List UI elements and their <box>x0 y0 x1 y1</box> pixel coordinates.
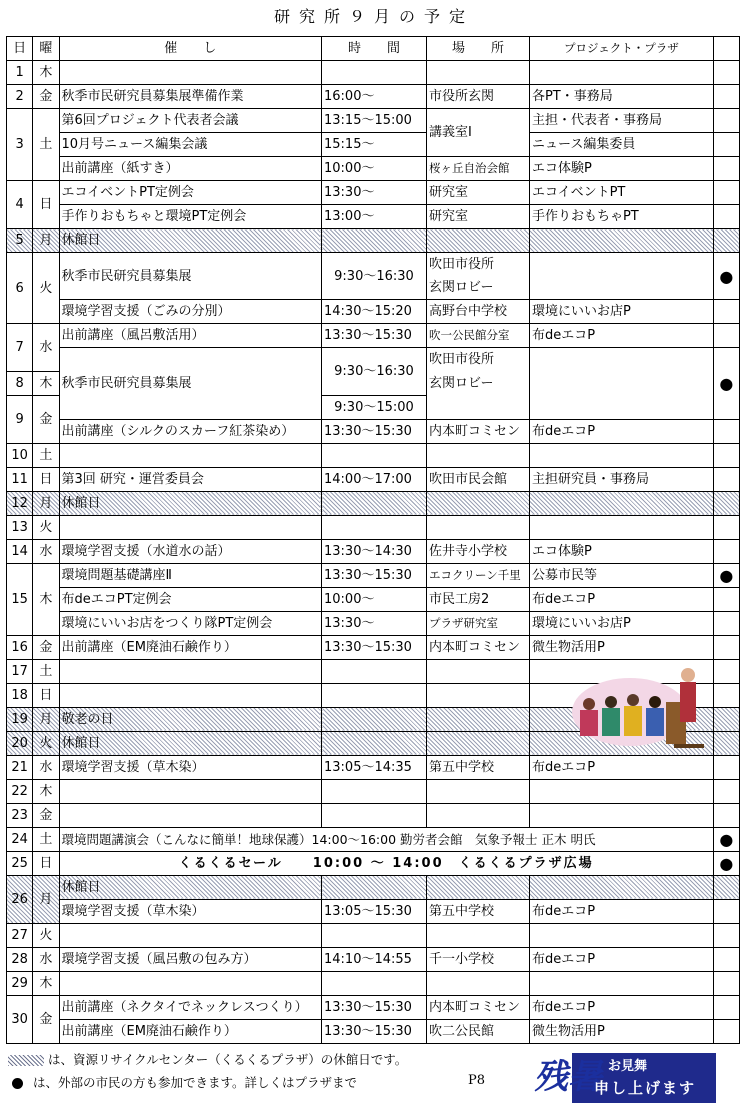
day-cell: 16 <box>7 635 33 659</box>
header-event: 催 し <box>59 37 322 61</box>
day-cell: 9 <box>7 395 33 443</box>
weekday-cell: 水 <box>33 324 59 372</box>
day-cell: 25 <box>7 851 33 875</box>
event-cell: 環境学習支援（草木染） <box>59 899 322 923</box>
event-cell: 手作りおもちゃと環境PT定例会 <box>59 205 322 229</box>
mark-cell <box>713 467 739 491</box>
project-cell: エコ体験P <box>529 157 713 181</box>
place-cell <box>427 803 530 827</box>
table-row <box>7 611 740 635</box>
table-row <box>7 995 740 1019</box>
table-row <box>7 947 740 971</box>
table-row <box>7 443 740 467</box>
place-cell: 内本町コミセン <box>427 635 530 659</box>
time-cell: 16:00～ <box>322 85 427 109</box>
weekday-cell: 木 <box>33 61 59 85</box>
place-cell: 第五中学校 <box>427 755 530 779</box>
weekday-cell: 水 <box>33 755 59 779</box>
mark-cell <box>713 324 739 348</box>
table-row-closed <box>7 491 740 515</box>
mark-cell <box>713 181 739 205</box>
time-cell: 13:00～ <box>322 205 427 229</box>
mark-cell <box>713 659 739 683</box>
table-row <box>7 300 740 324</box>
lecture-clipart-icon <box>570 662 710 752</box>
day-cell: 14 <box>7 539 33 563</box>
table-row-closed <box>7 875 740 899</box>
project-cell: 主担・代表者・事務局 <box>529 109 713 133</box>
weekday-cell: 月 <box>33 875 59 923</box>
project-cell <box>529 443 713 467</box>
time-cell <box>322 971 427 995</box>
weekday-cell: 木 <box>33 779 59 803</box>
time-cell: 13:30～15:30 <box>322 995 427 1019</box>
stamp-kanji: 残暑 <box>534 1057 602 1097</box>
event-cell: 環境学習支援（風呂敷の包み方） <box>59 947 322 971</box>
hatch-swatch-icon <box>8 1055 44 1066</box>
participation-dot-icon: ● <box>713 563 739 587</box>
time-cell: 13:30～ <box>322 181 427 205</box>
day-cell: 12 <box>7 491 33 515</box>
event-cell <box>59 971 322 995</box>
event-cell: 環境学習支援（草木染） <box>59 755 322 779</box>
participation-dot-icon: ● <box>713 253 739 300</box>
event-cell: 出前講座（EM廃油石鹸作り） <box>59 1019 322 1043</box>
day-cell: 18 <box>7 683 33 707</box>
event-cell: 出前講座（シルクのスカーフ紅茶染め） <box>59 419 322 443</box>
time-cell: 9:30～16:30 <box>322 253 427 300</box>
time-cell: 15:15～ <box>322 133 427 157</box>
place-cell: 内本町コミセン <box>427 419 530 443</box>
time-cell <box>322 229 427 253</box>
day-cell: 27 <box>7 923 33 947</box>
table-row <box>7 563 740 587</box>
day-cell: 6 <box>7 253 33 324</box>
time-cell <box>322 683 427 707</box>
time-cell <box>322 779 427 803</box>
legend-closed-text: は、資源リサイクルセンター（くるくるプラザ）の休館日です。 <box>48 1052 408 1067</box>
mark-cell <box>713 1019 739 1043</box>
event-cell: 第3回 研究・運営委員会 <box>59 467 322 491</box>
place-cell <box>427 229 530 253</box>
weekday-cell: 金 <box>33 395 59 443</box>
day-cell: 10 <box>7 443 33 467</box>
table-header-row <box>7 37 740 61</box>
weekday-cell: 日 <box>33 467 59 491</box>
weekday-cell: 水 <box>33 539 59 563</box>
mark-cell <box>713 779 739 803</box>
table-row <box>7 515 740 539</box>
day-cell: 19 <box>7 707 33 731</box>
time-cell: 13:30～15:30 <box>322 635 427 659</box>
event-cell: 休館日 <box>59 491 322 515</box>
day-cell: 30 <box>7 995 33 1043</box>
project-cell: エコ体験P <box>529 539 713 563</box>
place-cell: 内本町コミセン <box>427 995 530 1019</box>
time-cell: 13:30～14:30 <box>322 539 427 563</box>
event-cell: 休館日 <box>59 731 322 755</box>
event-cell: 秋季市民研究員募集展準備作業 <box>59 85 322 109</box>
time-cell <box>322 731 427 755</box>
place-cell <box>427 971 530 995</box>
project-cell: エコイベントPT <box>529 181 713 205</box>
summer-greeting-stamp <box>534 1049 718 1105</box>
table-row <box>7 635 740 659</box>
time-cell: 14:30～15:20 <box>322 300 427 324</box>
project-cell: 布deエコP <box>529 587 713 611</box>
mark-cell <box>713 443 739 467</box>
project-cell <box>529 61 713 85</box>
mark-cell <box>713 995 739 1019</box>
weekday-cell: 月 <box>33 707 59 731</box>
header-project: プロジェクト・プラザ <box>529 37 713 61</box>
project-cell: 公募市民等 <box>529 563 713 587</box>
table-row <box>7 779 740 803</box>
mark-cell <box>713 205 739 229</box>
event-cell <box>59 779 322 803</box>
event-cell: 出前講座（紙すき） <box>59 157 322 181</box>
table-row <box>7 157 740 181</box>
day-cell: 20 <box>7 731 33 755</box>
time-cell: 13:30～15:30 <box>322 1019 427 1043</box>
place-cell: 市役所玄関 <box>427 85 530 109</box>
place-cell: 千一小学校 <box>427 947 530 971</box>
weekday-cell: 火 <box>33 253 59 324</box>
event-cell: 秋季市民研究員募集展 <box>59 253 322 300</box>
table-row <box>7 419 740 443</box>
event-cell: 第6回プロジェクト代表者会議 <box>59 109 322 133</box>
event-cell: 10月号ニュース編集会議 <box>59 133 322 157</box>
mark-cell <box>713 923 739 947</box>
day-cell: 4 <box>7 181 33 229</box>
table-row <box>7 803 740 827</box>
mark-cell <box>713 971 739 995</box>
legend-dot <box>8 1073 357 1091</box>
page-title: 研究所９月の予定 <box>273 7 474 26</box>
time-cell <box>322 443 427 467</box>
weekday-cell: 水 <box>33 947 59 971</box>
event-cell: 出前講座（風呂敷活用） <box>59 324 322 348</box>
mark-cell <box>713 611 739 635</box>
place-cell: 桜ヶ丘自治会館 <box>427 157 530 181</box>
project-cell: 布deエコP <box>529 755 713 779</box>
mark-cell <box>713 755 739 779</box>
project-cell <box>529 491 713 515</box>
day-cell: 11 <box>7 467 33 491</box>
weekday-cell: 金 <box>33 85 59 109</box>
project-cell: 環境にいいお店P <box>529 300 713 324</box>
place-cell <box>427 443 530 467</box>
event-cell: エコイベントPT定例会 <box>59 181 322 205</box>
header-mark <box>713 37 739 61</box>
time-cell: 14:00～17:00 <box>322 467 427 491</box>
time-cell: 13:30～15:30 <box>322 419 427 443</box>
project-cell <box>529 803 713 827</box>
day-cell: 13 <box>7 515 33 539</box>
place-cell <box>427 875 530 899</box>
mark-cell <box>713 731 739 755</box>
weekday-cell: 土 <box>33 827 59 851</box>
page-number: P8 <box>468 1073 486 1088</box>
table-row <box>7 205 740 229</box>
project-cell <box>529 875 713 899</box>
place-cell <box>427 707 530 731</box>
participation-dot-icon <box>12 1078 23 1089</box>
time-cell <box>322 707 427 731</box>
day-cell: 28 <box>7 947 33 971</box>
place-cell: 研究室 <box>427 205 530 229</box>
time-cell <box>322 923 427 947</box>
project-cell: 微生物活用P <box>529 1019 713 1043</box>
table-row <box>7 348 740 372</box>
event-cell <box>59 683 322 707</box>
place-cell: エコクリーン千里 <box>427 563 530 587</box>
time-cell: 14:10～14:55 <box>322 947 427 971</box>
day-cell: 7 <box>7 324 33 372</box>
event-cell <box>59 61 322 85</box>
time-cell: 9:30～15:00 <box>322 395 427 419</box>
place-cell <box>427 731 530 755</box>
table-row <box>7 61 740 85</box>
event-cell: 敬老の日 <box>59 707 322 731</box>
event-cell: 秋季市民研究員募集展 <box>59 348 322 420</box>
table-row <box>7 851 740 875</box>
place-cell: 吹一公民館分室 <box>427 324 530 348</box>
mark-cell <box>713 875 739 899</box>
time-cell: 13:15～15:00 <box>322 109 427 133</box>
time-cell <box>322 515 427 539</box>
mark-cell <box>713 947 739 971</box>
place-cell: 高野台中学校 <box>427 300 530 324</box>
time-cell <box>322 61 427 85</box>
table-row <box>7 971 740 995</box>
event-cell <box>59 515 322 539</box>
place-cell: プラザ研究室 <box>427 611 530 635</box>
day-cell: 22 <box>7 779 33 803</box>
project-cell: 布deエコP <box>529 324 713 348</box>
mark-cell <box>713 109 739 133</box>
project-cell <box>529 515 713 539</box>
project-cell: 布deエコP <box>529 995 713 1019</box>
place-cell <box>427 779 530 803</box>
table-row <box>7 587 740 611</box>
time-cell <box>322 875 427 899</box>
time-cell: 10:00～ <box>322 587 427 611</box>
table-row <box>7 324 740 348</box>
time-cell: 13:30～15:30 <box>322 563 427 587</box>
mark-cell <box>713 85 739 109</box>
place-cell: 吹二公民館 <box>427 1019 530 1043</box>
place-cell <box>427 659 530 683</box>
place-cell <box>427 683 530 707</box>
place-cell: 市民工房2 <box>427 587 530 611</box>
project-cell <box>529 348 713 420</box>
place-cell: 吹田市民会館 <box>427 467 530 491</box>
participation-dot-icon: ● <box>713 851 739 875</box>
project-cell: 環境にいいお店P <box>529 611 713 635</box>
mark-cell <box>713 803 739 827</box>
table-row <box>7 467 740 491</box>
weekday-cell: 日 <box>33 181 59 229</box>
mark-cell <box>713 515 739 539</box>
day-cell: 1 <box>7 61 33 85</box>
weekday-cell: 火 <box>33 731 59 755</box>
participation-dot-icon: ● <box>713 348 739 420</box>
weekday-cell: 月 <box>33 491 59 515</box>
stamp-line1: お見舞 <box>608 1059 648 1074</box>
day-cell: 23 <box>7 803 33 827</box>
place-cell: 第五中学校 <box>427 899 530 923</box>
weekday-cell: 土 <box>33 443 59 467</box>
header-place: 場 所 <box>427 37 530 61</box>
weekday-cell: 金 <box>33 635 59 659</box>
time-cell: 13:05～14:35 <box>322 755 427 779</box>
place-cell <box>427 395 530 419</box>
event-cell <box>59 923 322 947</box>
mark-cell <box>713 683 739 707</box>
event-cell: 出前講座（ネクタイでネックレスつくり） <box>59 995 322 1019</box>
table-row <box>7 133 740 157</box>
project-cell: 布deエコP <box>529 899 713 923</box>
project-cell: 布deエコP <box>529 419 713 443</box>
header-time: 時 間 <box>322 37 427 61</box>
mark-cell <box>713 707 739 731</box>
project-cell: 各PT・事務局 <box>529 85 713 109</box>
project-cell: ニュース編集委員 <box>529 133 713 157</box>
day-cell: 17 <box>7 659 33 683</box>
legend-dot-text: は、外部の市民の方も参加できます。詳しくはプラザまで <box>33 1075 358 1090</box>
time-cell <box>322 659 427 683</box>
weekday-cell: 金 <box>33 995 59 1043</box>
table-row <box>7 539 740 563</box>
table-row-closed <box>7 229 740 253</box>
table-row <box>7 85 740 109</box>
table-row <box>7 899 740 923</box>
time-cell <box>322 803 427 827</box>
place-cell <box>427 923 530 947</box>
table-row <box>7 181 740 205</box>
table-row <box>7 923 740 947</box>
event-cell: 環境問題基礎講座Ⅱ <box>59 563 322 587</box>
mark-cell <box>713 61 739 85</box>
weekday-cell: 金 <box>33 803 59 827</box>
event-cell <box>59 803 322 827</box>
mark-cell <box>713 133 739 157</box>
event-cell: 環境学習支援（ごみの分別） <box>59 300 322 324</box>
project-cell <box>529 923 713 947</box>
event-cell: 布deエコPT定例会 <box>59 587 322 611</box>
table-row <box>7 827 740 851</box>
mark-cell <box>713 899 739 923</box>
day-cell: 29 <box>7 971 33 995</box>
event-cell: 出前講座（EM廃油石鹸作り） <box>59 635 322 659</box>
project-cell: 主担研究員・事務局 <box>529 467 713 491</box>
project-cell <box>529 779 713 803</box>
table-row <box>7 1019 740 1043</box>
day-cell: 5 <box>7 229 33 253</box>
table-row <box>7 755 740 779</box>
project-cell: 微生物活用P <box>529 635 713 659</box>
event-cell: 環境学習支援（水道水の話） <box>59 539 322 563</box>
time-cell: 13:30～15:30 <box>322 324 427 348</box>
header-weekday: 曜 <box>33 37 59 61</box>
mark-cell <box>713 491 739 515</box>
weekday-cell: 日 <box>33 851 59 875</box>
project-cell <box>529 253 713 300</box>
day-cell: 15 <box>7 563 33 635</box>
mark-cell <box>713 229 739 253</box>
weekday-cell: 木 <box>33 971 59 995</box>
place-cell: 吹田市役所 <box>427 253 530 277</box>
event-cell: 休館日 <box>59 229 322 253</box>
weekday-cell: 火 <box>33 515 59 539</box>
day-cell: 26 <box>7 875 33 923</box>
mark-cell <box>713 157 739 181</box>
mark-cell <box>713 539 739 563</box>
mark-cell <box>713 587 739 611</box>
time-cell: 10:00～ <box>322 157 427 181</box>
mark-cell <box>713 635 739 659</box>
event-cell <box>59 659 322 683</box>
project-cell <box>529 229 713 253</box>
project-cell: 手作りおもちゃPT <box>529 205 713 229</box>
mark-cell <box>713 300 739 324</box>
event-cell-wide: 環境問題講演会（こんなに簡単！地球保護）14:00～16:00 勤労者会館 気象予報士 正木 明氏 <box>59 827 713 851</box>
day-cell: 2 <box>7 85 33 109</box>
project-cell <box>529 971 713 995</box>
place-cell <box>427 491 530 515</box>
time-cell: 9:30～16:30 <box>322 348 427 396</box>
place-cell: 講義室Ⅰ <box>427 109 530 157</box>
weekday-cell: 木 <box>33 563 59 635</box>
event-cell <box>59 443 322 467</box>
project-cell: 布deエコP <box>529 947 713 971</box>
weekday-cell: 木 <box>33 371 59 395</box>
recycle-sale-banner: くるくるセール 10:00 ～ 14:00 くるくるプラザ広場 <box>59 851 713 875</box>
place-cell: 佐井寺小学校 <box>427 539 530 563</box>
day-cell: 21 <box>7 755 33 779</box>
place-cell <box>427 61 530 85</box>
mark-cell <box>713 419 739 443</box>
schedule-table <box>6 36 740 1044</box>
day-cell: 24 <box>7 827 33 851</box>
stamp-line2: 申し上げます <box>594 1079 697 1097</box>
place-cell: 玄関ロビー <box>427 371 530 395</box>
weekday-cell: 土 <box>33 659 59 683</box>
header-day: 日 <box>7 37 33 61</box>
weekday-cell: 日 <box>33 683 59 707</box>
table-row <box>7 253 740 277</box>
legend-closed <box>8 1050 407 1068</box>
event-cell: 環境にいいお店をつくり隊PT定例会 <box>59 611 322 635</box>
weekday-cell: 土 <box>33 109 59 181</box>
table-row <box>7 109 740 133</box>
place-cell <box>427 515 530 539</box>
place-cell: 研究室 <box>427 181 530 205</box>
participation-dot-icon: ● <box>713 827 739 851</box>
time-cell: 13:30～ <box>322 611 427 635</box>
place-cell: 玄関ロビー <box>427 276 530 300</box>
time-cell: 13:05～15:30 <box>322 899 427 923</box>
day-cell: 3 <box>7 109 33 181</box>
event-cell: 休館日 <box>59 875 322 899</box>
time-cell <box>322 491 427 515</box>
day-cell: 8 <box>7 371 33 395</box>
weekday-cell: 火 <box>33 923 59 947</box>
place-cell: 吹田市役所 <box>427 348 530 372</box>
weekday-cell: 月 <box>33 229 59 253</box>
